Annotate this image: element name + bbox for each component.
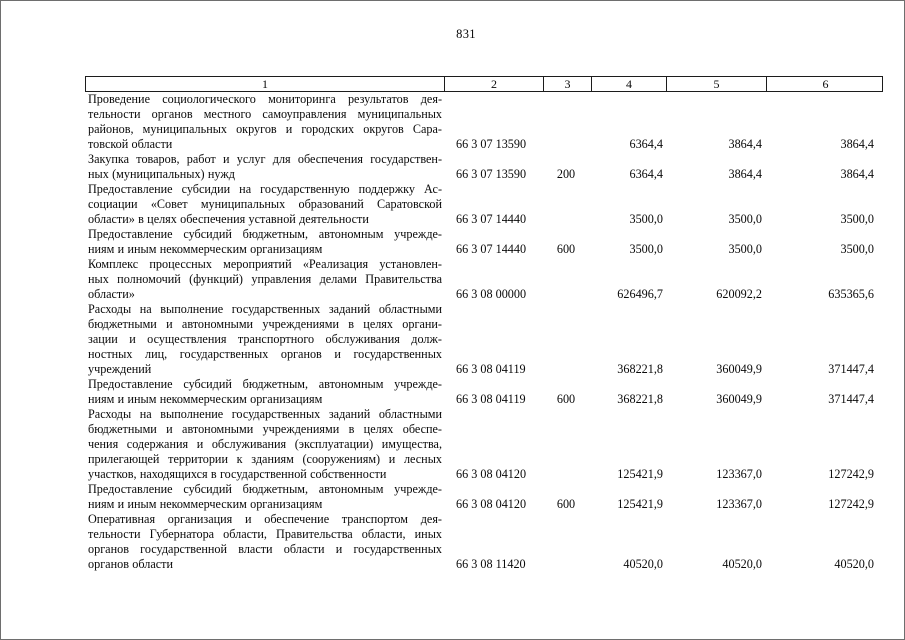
cell-amount-year2: 360049,9 xyxy=(716,392,762,406)
text-line: Закупка товаров, работ и услуг для обеспечения государствен- xyxy=(88,152,442,166)
cell-amount-year3: 635365,6 xyxy=(828,287,874,301)
text-line: Предоставление субсидий бюджетным, автономным учрежде- xyxy=(88,377,442,391)
text-line: Предоставление субсидий бюджетным, автономным учрежде- xyxy=(88,227,442,241)
cell-amount-year2: 620092,2 xyxy=(716,287,762,301)
cell-amount-year2: 123367,0 xyxy=(716,467,762,481)
cell-code: 66 3 08 04120 xyxy=(456,467,527,481)
cell-code: 66 3 08 00000 xyxy=(456,287,527,301)
cell-expense-type: 600 xyxy=(556,392,576,406)
cell-amount-year1: 3500,0 xyxy=(629,242,663,256)
table-row xyxy=(85,407,883,482)
text-line: Расходы на выполнение государственных заданий областными xyxy=(88,407,442,421)
cell-amount-year3: 3864,4 xyxy=(840,137,874,151)
cell-amount-year1: 3500,0 xyxy=(629,212,663,226)
text-line: ных (муниципальных) нужд xyxy=(88,167,235,181)
text-line: чения содержания и обслуживания (эксплуатации) имущества, xyxy=(88,437,442,451)
header-cell-2: 2 xyxy=(444,77,543,91)
cell-amount-year3: 127242,9 xyxy=(828,497,874,511)
text-line: ностных лиц, государственных органов и государственных xyxy=(88,347,442,361)
text-line: ниям и иным некоммерческим организациям xyxy=(88,392,323,406)
text-line: Оперативная организация и обеспечение транспортом дея- xyxy=(88,512,442,526)
text-line: органов государственной власти области и государственных xyxy=(88,542,442,556)
table-row xyxy=(85,92,883,152)
cell-amount-year1: 626496,7 xyxy=(617,287,663,301)
text-line: Расходы на выполнение государственных заданий областными xyxy=(88,302,442,316)
cell-code: 66 3 07 13590 xyxy=(456,137,527,151)
text-line: области» в целях обеспечения уставной деятельности xyxy=(88,212,369,226)
text-line: Комплекс процессных мероприятий «Реализация установлен- xyxy=(88,257,442,271)
text-line: зации и осуществления транспортного обслуживания долж- xyxy=(88,332,442,346)
cell-amount-year3: 3500,0 xyxy=(840,242,874,256)
cell-amount-year2: 3864,4 xyxy=(728,167,762,181)
cell-amount-year3: 3500,0 xyxy=(840,212,874,226)
cell-code: 66 3 08 04119 xyxy=(456,362,526,376)
cell-amount-year2: 123367,0 xyxy=(716,497,762,511)
table-row xyxy=(85,482,883,512)
cell-name xyxy=(85,512,443,572)
cell-amount-year2: 3500,0 xyxy=(728,212,762,226)
header-cell-1: 1 xyxy=(262,77,268,91)
cell-name xyxy=(85,227,443,257)
header-cell-3: 3 xyxy=(543,77,591,91)
cell-name xyxy=(85,482,443,512)
page-number: 831 xyxy=(456,27,476,41)
cell-amount-year2: 40520,0 xyxy=(722,557,762,571)
cell-amount-year1: 40520,0 xyxy=(623,557,663,571)
cell-name xyxy=(85,407,443,482)
budget-table xyxy=(85,76,883,572)
cell-amount-year1: 6364,4 xyxy=(629,137,663,151)
cell-code: 66 3 08 11420 xyxy=(456,557,526,571)
text-line: районов, муниципальных округов и городских округов Сара- xyxy=(88,122,442,136)
header-cell-5: 5 xyxy=(666,77,766,91)
table-row xyxy=(85,302,883,377)
cell-amount-year2: 3864,4 xyxy=(728,137,762,151)
cell-amount-year2: 360049,9 xyxy=(716,362,762,376)
table-row xyxy=(85,257,883,302)
cell-amount-year3: 371447,4 xyxy=(828,392,874,406)
cell-expense-type: 600 xyxy=(556,497,576,511)
table-header-row xyxy=(85,76,883,92)
cell-name xyxy=(85,152,443,182)
table-body xyxy=(85,92,883,572)
table-row xyxy=(85,227,883,257)
cell-amount-year3: 40520,0 xyxy=(834,557,874,571)
table-row xyxy=(85,512,883,572)
text-line: ниям и иным некоммерческим организациям xyxy=(88,497,323,511)
cell-name xyxy=(85,92,443,152)
cell-amount-year1: 6364,4 xyxy=(629,167,663,181)
header-cell-6: 6 xyxy=(766,77,884,91)
cell-code: 66 3 08 04119 xyxy=(456,392,526,406)
cell-name xyxy=(85,302,443,377)
cell-expense-type: 200 xyxy=(556,167,576,181)
text-line: учреждений xyxy=(88,362,152,376)
cell-code: 66 3 08 04120 xyxy=(456,497,527,511)
text-line: участков, находящихся в государственной собственности xyxy=(88,467,387,481)
text-line: ных полномочий (функций) управления делами Правительства xyxy=(88,272,442,286)
text-line: тельности органов местного самоуправления муниципальных xyxy=(88,107,442,121)
table-row xyxy=(85,182,883,227)
cell-code: 66 3 07 14440 xyxy=(456,242,527,256)
cell-amount-year3: 371447,4 xyxy=(828,362,874,376)
cell-name xyxy=(85,257,443,302)
cell-amount-year1: 125421,9 xyxy=(617,467,663,481)
text-line: товской области xyxy=(88,137,173,151)
cell-code: 66 3 07 13590 xyxy=(456,167,527,181)
text-line: области» xyxy=(88,287,135,301)
cell-amount-year3: 127242,9 xyxy=(828,467,874,481)
cell-amount-year2: 3500,0 xyxy=(728,242,762,256)
cell-amount-year1: 368221,8 xyxy=(617,392,663,406)
cell-name xyxy=(85,182,443,227)
text-line: тельности Губернатора области, Правительства области, иных xyxy=(88,527,442,541)
text-line: прилегающей территории к зданиям (сооружениям) и лесных xyxy=(88,452,442,466)
text-line: органов области xyxy=(88,557,173,571)
text-line: социации «Совет муниципальных образований Саратовской xyxy=(88,197,442,211)
text-line: Предоставление субсидии на государственную поддержку Ас- xyxy=(88,182,442,196)
table-row xyxy=(85,152,883,182)
text-line: Предоставление субсидий бюджетным, автономным учрежде- xyxy=(88,482,442,496)
cell-amount-year3: 3864,4 xyxy=(840,167,874,181)
cell-code: 66 3 07 14440 xyxy=(456,212,527,226)
header-cell-4: 4 xyxy=(591,77,666,91)
text-line: ниям и иным некоммерческим организациям xyxy=(88,242,323,256)
text-line: Проведение социологического мониторинга результатов дея- xyxy=(88,92,442,106)
cell-amount-year1: 368221,8 xyxy=(617,362,663,376)
cell-expense-type: 600 xyxy=(556,242,576,256)
text-line: бюджетными и автономными учреждениями в целях органи- xyxy=(88,317,442,331)
text-line: бюджетными и автономными учреждениями в целях обеспе- xyxy=(88,422,442,436)
cell-amount-year1: 125421,9 xyxy=(617,497,663,511)
cell-name xyxy=(85,377,443,407)
table-row xyxy=(85,377,883,407)
